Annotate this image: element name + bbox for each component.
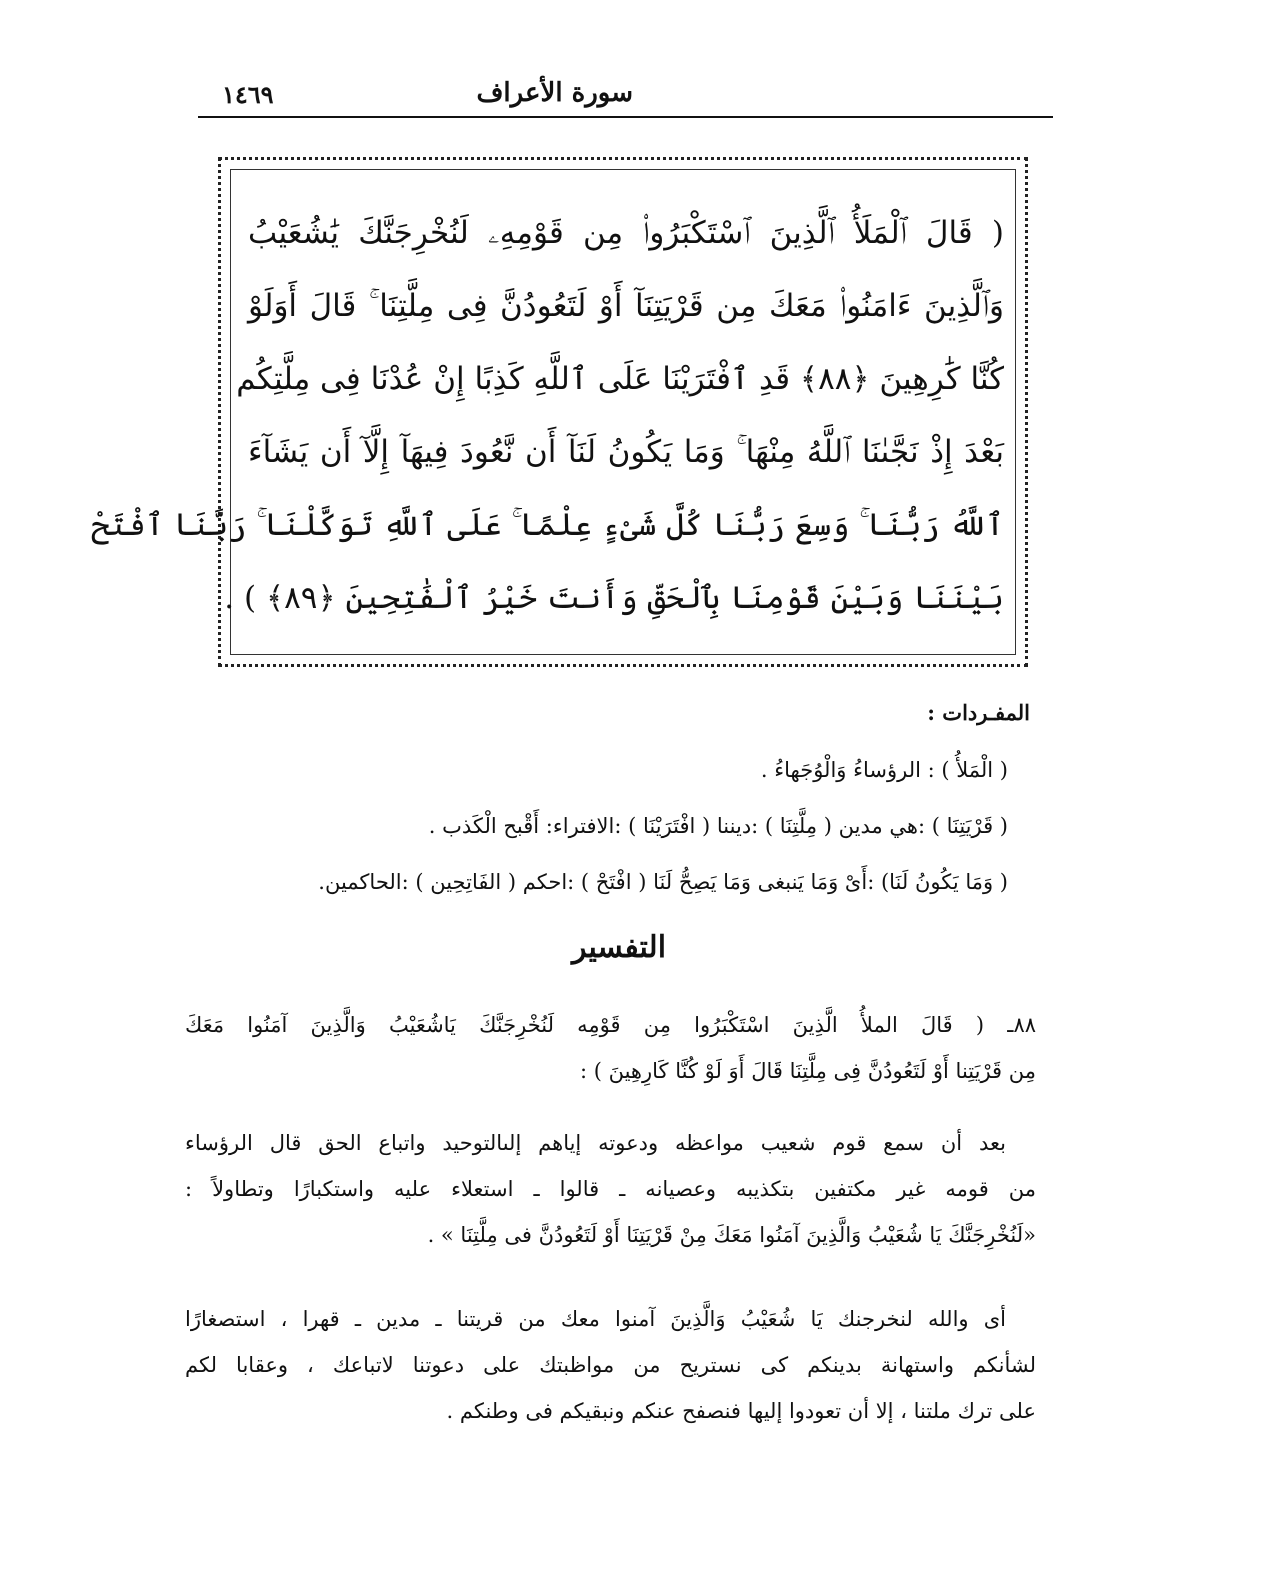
tafsir-paragraph-1: [185, 1120, 1036, 1258]
paragraph-line: مِن قَرْيَتِنا أَوْ لَتَعُودُنَّ فِى مِلَّتِنَا قَالَ أَوَ لَوْ كُنَّا كَارِهِينَ ) :: [579, 1059, 1036, 1083]
verse-line: بَيْنَنَا وَبَيْنَ قَوْمِنَا بِٱلْحَقِّ وَأَنتَ خَيْرُ ٱلْفَٰتِحِينَ ﴿٨٩﴾ ) .: [224, 580, 1004, 616]
paragraph-line: على ترك ملتنا ، إلا أن تعودوا إليها فنصفح عنكم ونبقيكم فى وطنكم .: [446, 1399, 1036, 1423]
verse-line: ٱللَّهُ رَبُّنَا ۚ وَسِعَ رَبُّنَا كُلَّ شَىْءٍ عِلْمًا ۚ عَلَى ٱللَّهِ تَوَكَّلْنَا ۚ رَبَّنَا ٱفْتَحْ: [91, 507, 1004, 543]
verse-line: ( قَالَ ٱلْمَلَأُ ٱلَّذِينَ ٱسْتَكْبَرُوا۟ مِن قَوْمِهِۦ لَنُخْرِجَنَّكَ يَٰشُعَيْبُ: [248, 215, 1004, 251]
vocabulary-list: [180, 742, 1008, 910]
paragraph-line: لشأنكم واستهانة بدينكم كى نستريح من مواظبتك على دعوتنا لاتباعك ، وعقابا لكم: [185, 1353, 1036, 1377]
vocabulary-item: ( قَرْيَتِنَا ) :هي مدين ( مِلَّتِنَا ) :ديننا ( افْتَرَيْنَا ) :الافتراء: أَقْبح الْكَذب .: [428, 814, 1008, 838]
page-number: ١٤٦٩: [222, 80, 274, 109]
verse-line: بَعْدَ إِذْ نَجَّىٰنَا ٱللَّهُ مِنْهَا ۚ وَمَا يَكُونُ لَنَآ أَن نَّعُودَ فِيهَآ إِلَّآ أَن يَشَآءَ: [248, 434, 1004, 470]
paragraph-line: «لَنُخْرِجَنَّكَ يَا شُعَيْبُ وَالَّذِينَ آمَنُوا مَعَكَ مِنْ قَرْيَتِنَا أَوْ لَتَعُودُنَّ فى مِلَّتِنَا » .: [427, 1223, 1036, 1247]
verse-text: [91, 197, 1004, 635]
tafsir-heading: التفسير: [571, 930, 667, 965]
verse-frame: [91, 157, 1028, 667]
paragraph-line: بعد أن سمع قوم شعيب مواعظه ودعوته إياهم إلىالتوحيد واتباع الحق قال الرؤساء: [185, 1131, 1006, 1155]
tafsir-paragraph-2: [185, 1296, 1036, 1434]
page-header: [198, 72, 1053, 118]
vocabulary-item: ( وَمَا يَكُونُ لَنَا) :أَىْ وَمَا يَنبغى وَمَا يَصِحُّ لَنَا ( افْتَحْ ) :احكم ( الفَاتِحِين ) :الحاكمين.: [318, 870, 1008, 894]
tafsir-verse-ref: [185, 1002, 1036, 1094]
verse-line: وَٱلَّذِينَ ءَامَنُوا۟ مَعَكَ مِن قَرْيَتِنَآ أَوْ لَتَعُودُنَّ فِى مِلَّتِنَا ۚ قَالَ أَوَلَوْ: [248, 288, 1004, 324]
vocabulary-title: المفـردات :: [927, 700, 1030, 725]
verse-line: كُنَّا كَٰرِهِينَ ﴿٨٨﴾ قَدِ ٱفْتَرَيْنَا عَلَى ٱللَّهِ كَذِبًا إِنْ عُدْنَا فِى مِلَّتِكُم: [236, 361, 1004, 397]
paragraph-line: من قومه غير مكتفين بتكذيبه وعصيانه ـ قالوا ـ استعلاء عليه واستكبارًا وتطاولاً :: [185, 1177, 1036, 1201]
paragraph-line: أى والله لنخرجنك يَا شُعَيْبُ وَالَّذِينَ آمنوا معك من قريتنا ـ مدين ـ قهرا ، استصغارًا: [185, 1307, 1006, 1331]
paragraph-line: ٨٨ـ ( قَالَ الملأُ الَّذِينَ اسْتَكْبَرُوا مِن قَوْمِه لَنُخْرِجَنَّكَ يَاشُعَيْبُ وَالَّذِينَ آمَنُوا مَعَكَ: [185, 1013, 1036, 1037]
surah-title: سورة الأعراف: [476, 78, 633, 108]
vocabulary-item: ( الْمَلأُ ) : الرؤساءُ وَالْوُجَهاءُ .: [760, 758, 1008, 782]
